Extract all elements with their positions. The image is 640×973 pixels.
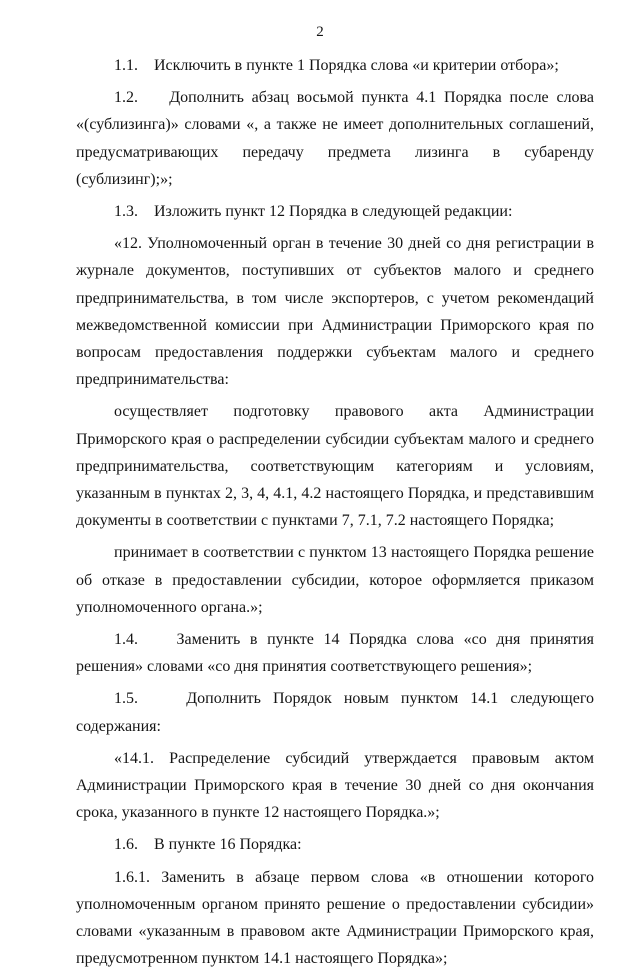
paragraph-1-4: 1.4. Заменить в пункте 14 Порядка слова «со дня принятия решения» словами «со дня принятия соответствующего решения»;	[76, 631, 594, 676]
paragraph-1-6: 1.6. В пункте 16 Порядка:	[114, 836, 302, 854]
paragraph-1-2: 1.2. Дополнить абзац восьмой пункта 4.1 Порядка после слова «(сублизинга)» словами «, а также не имеет дополнительных соглашений, предусматривающих передачу предмета лизинга в субаренду (сублизинг);»;	[76, 89, 594, 188]
paragraph-1-6-1: 1.6.1. Заменить в абзаце первом слова «в отношении которого уполномоченным органом принято решение о предоставлении субсидии» словами «указанным в правовом акте Администрации Приморского края, предусмотренном пунктом 14.1 настоящего Порядка»;	[76, 868, 594, 968]
paragraph-item-14-1: «14.1. Распределение субсидий утверждается правовым актом Администрации Приморского края в течение 30 дней со дня окончания срока, указанного в пункте 12 настоящего Порядка.»;	[76, 749, 594, 822]
paragraph-1-1: 1.1. Исключить в пункте 1 Порядка слова «и критерии отбора»;	[114, 57, 559, 74]
document-body	[76, 52, 594, 973]
paragraph-item-12-prepares-act: осуществляет подготовку правового акта Администрации Приморского края о распределении субсидии субъектам малого и среднего предпринимательства, соответствующим категориям и условиям, указанным в пунктах 2, 3, 4, 4.1, 4.2 настоящего Порядка, и представившим документы в соответствии с пунктами 7, 7.1, 7.2 настоящего Порядка;	[76, 403, 594, 530]
page-number: 2	[316, 24, 324, 40]
paragraph-item-12: «12. Уполномоченный орган в течение 30 дней со дня регистрации в журнале документов, поступивших от субъектов малого и среднего предпринимательства, в том числе экспортеров, с учетом рекомендаций межведомственной комиссии при Администрации Приморского края по вопросам предоставления поддержки субъектам малого и среднего предпринимательства:	[76, 235, 594, 389]
paragraph-1-3: 1.3. Изложить пункт 12 Порядка в следующей редакции:	[114, 203, 513, 221]
paragraph-1-5: 1.5. Дополнить Порядок новым пунктом 14.1 следующего содержания:	[76, 690, 594, 735]
paragraph-item-12-refusal: принимает в соответствии с пунктом 13 настоящего Порядка решение об отказе в предоставлении субсидии, которое оформляется приказом уполномоченного органа.»;	[76, 544, 594, 616]
